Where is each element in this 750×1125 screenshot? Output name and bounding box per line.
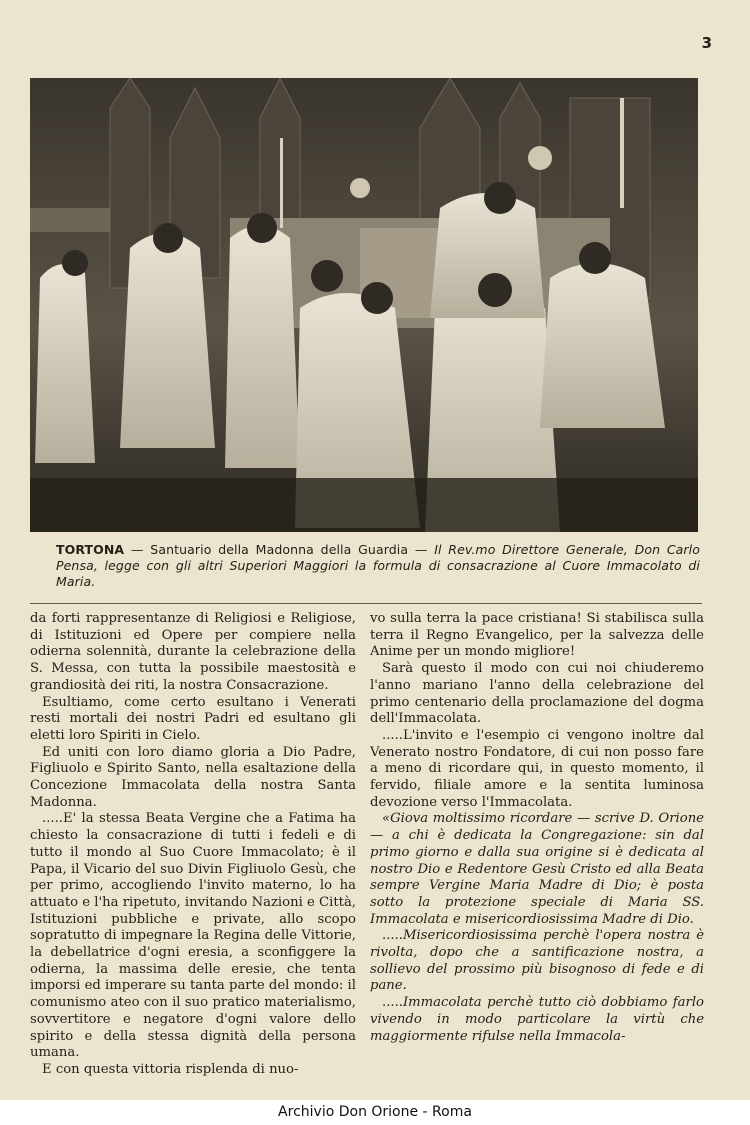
paragraph: Esultiamo, come certo esultano i Venerati resti mortali dei nostri Padri ed esultano gli eletti loro Spiriti in Cielo. (30, 694, 356, 743)
paragraph: Sarà questo il modo con cui noi chiuderemo l'anno mariano l'anno della celebrazione del primo centenario della proclamazione del dogma dell'Immacolata. (370, 661, 704, 727)
page-number: 3 (701, 34, 712, 52)
quote-paragraph: .....Misericordiosissima perchè l'opera nostra è rivolta, dopo che a santificazione nostra, a sollievo del prossimo più bisognoso di fede e di pane. (370, 928, 704, 994)
paragraph: .....L'invito e l'esempio ci vengono inoltre dal Venerato nostro Fondatore, di cui non posso fare a meno di ricordare qui, in questo momento, il fervido, filiale amore e la sentita luminosa devozione verso l'Immacolata. (370, 727, 704, 810)
caption-location: — Santuario della Madonna della Guardia — (124, 542, 435, 557)
archive-footer: Archivio Don Orione - Roma (0, 1100, 750, 1125)
article-column-right (370, 611, 704, 1045)
paragraph: E con questa vittoria risplenda di nuo- (42, 1061, 299, 1077)
photo-caption (56, 542, 700, 590)
paragraph: da forti rappresentanze di Religiosi e Religiose, di Istituzioni ed Opere per compiere nella odierna solennità, durante la celebrazione della S. Messa, con tutta la possibile maestosità e grandiosità dei riti, la nostra Consacrazione. (30, 611, 356, 693)
section-divider (30, 603, 702, 604)
article-column-left (30, 611, 356, 1079)
paragraph: vo sulla terra la pace cristiana! Si stabilisca sulla terra il Regno Evangelico, per la salvezza delle Anime per un mondo migliore! (370, 611, 704, 660)
quote-paragraph: .....Immacolata perchè tutto ciò dobbiamo farlo vivendo in modo particolare la virtù che maggiormente rifulse nella Immacola- (370, 995, 704, 1044)
photo-altar-consecration (30, 78, 698, 532)
quote-paragraph: «Giova moltissimo ricordare — scrive D. Orione — a chi è dedicata la Congregazione: sin dal primo giorno e dalla sua origine si è dedicata al nostro Dio e Redentore Gesù Cristo ed alla Beata sempre Vergine Maria Madre di Dio; è posta sotto la protezione speciale di Maria SS. Immacolata e misericordiosissima Madre di Dio. (370, 811, 704, 927)
caption-description: Il Rev.mo Direttore Generale, Don Carlo Pensa, legge con gli altri Superiori Maggiori la formula di consacrazione al Cuore Immacolato di Maria. (56, 542, 700, 589)
paragraph: .....E' la stessa Beata Vergine che a Fatima ha chiesto la consacrazione di tutti i fedeli e di tutto il mondo al Suo Cuore Immacolato; è il Papa, il Vicario del suo Divin Figliuolo Gesù, che per primo, accogliendo l'invito materno, lo ha attuato e l'ha ripetuto, invitando Nazioni e Città, Istituzioni pubbliche e private, allo scopo sopratutto di impegnare la Regina delle Vittorie, la debellatrice d'ogni eresia, a sconfiggere la odierna, la massima delle eresie, che tenta imporsi ed imperare su tanta parte del mondo: il comunismo ateo con il suo pratico materialismo, sovvertitore e negatore d'ogni valore dello spirito e della stessa dignità della persona umana. (30, 811, 356, 1061)
caption-place: TORTONA (56, 542, 125, 557)
paragraph: Ed uniti con loro diamo gloria a Dio Padre, Figliuolo e Spirito Santo, nella esaltazione della Concezione Immacolata della nostra Santa Madonna. (30, 744, 356, 810)
